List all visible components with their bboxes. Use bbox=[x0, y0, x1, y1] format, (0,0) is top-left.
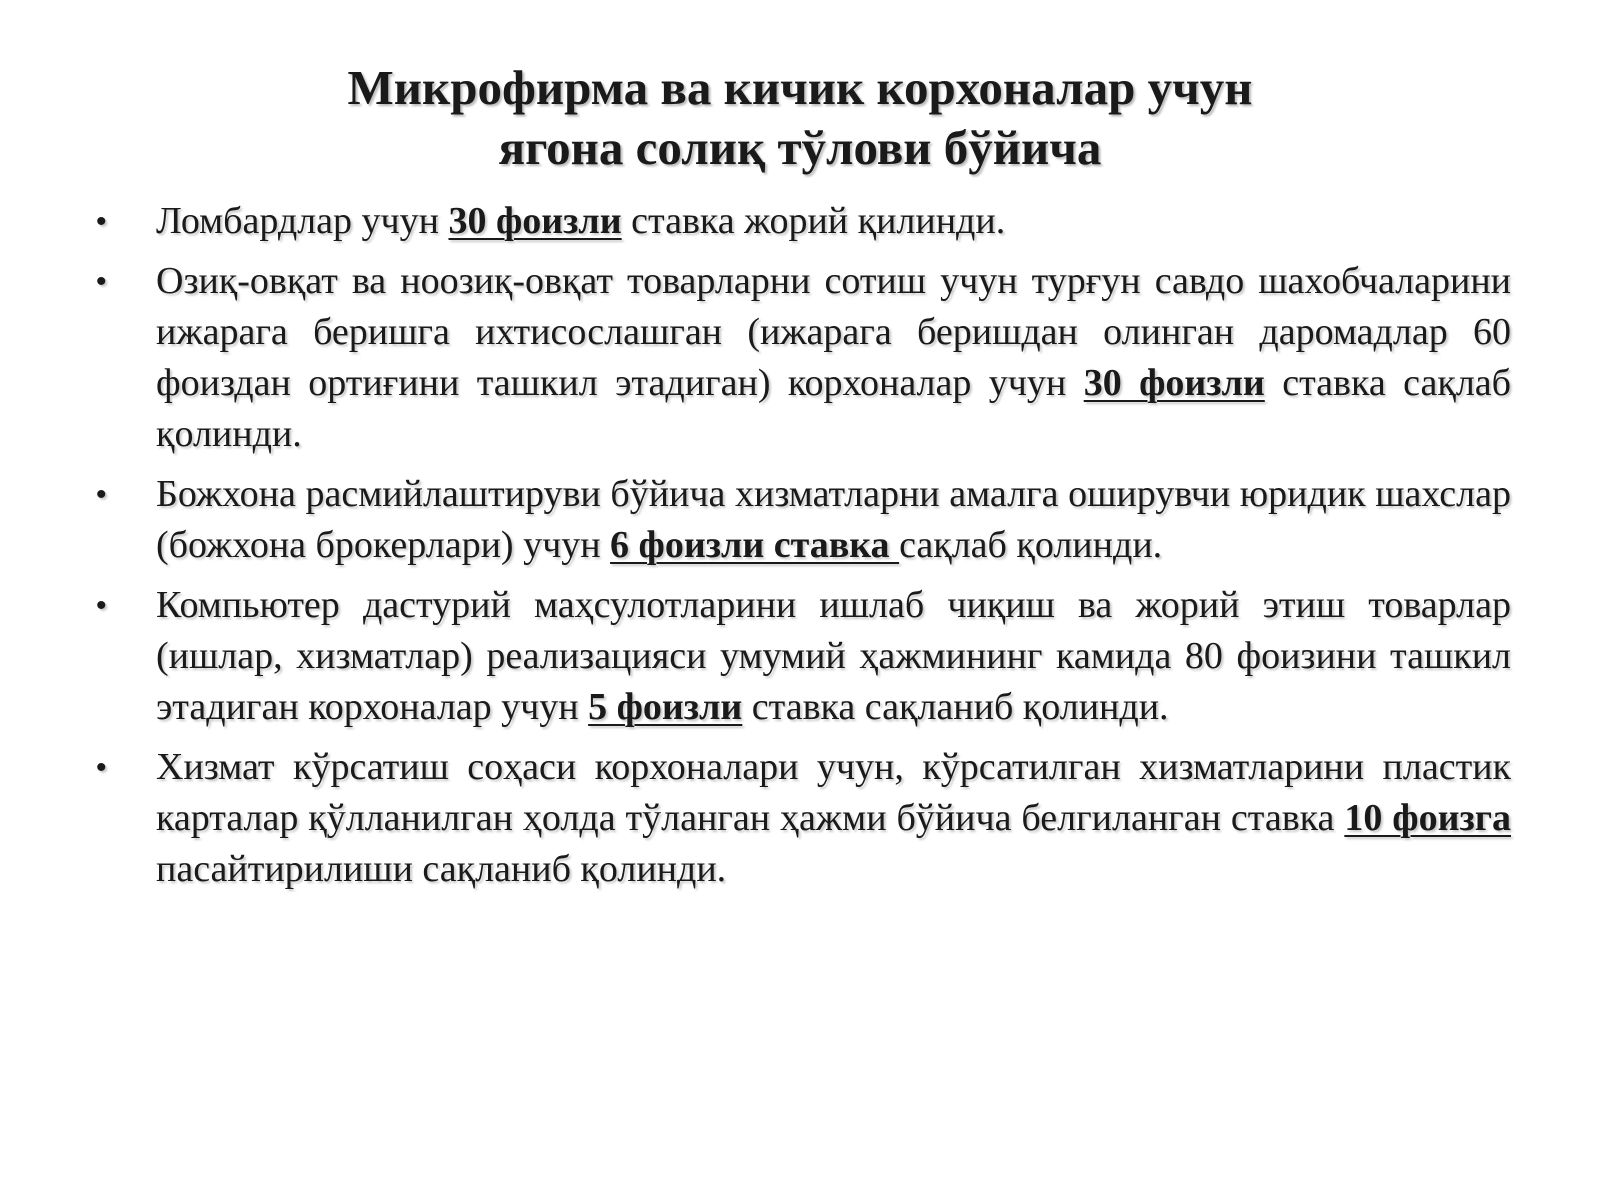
title-line: ягона солиқ тўлови бўйича bbox=[498, 120, 1102, 175]
bullet-item bbox=[156, 196, 1511, 247]
bullet-emphasis: 30 фоизли bbox=[448, 200, 622, 242]
bullet-text: Хизмат кўрсатиш соҳаси корхоналари учун, кўрсатилган хизматларини пластик карталар қўлланилган ҳолда тўланган ҳажми бўйича белгиланган ставка bbox=[156, 746, 1511, 839]
title-line: Микрофирма ва кичик корхоналар учун bbox=[347, 60, 1253, 115]
bullet-item bbox=[156, 256, 1511, 460]
slide-title bbox=[100, 58, 1500, 178]
bullet-text: сақлаб қолинди. bbox=[899, 524, 1163, 566]
bullet-text: ставка сақлаб қолинди. bbox=[156, 362, 1511, 455]
bullet-text: Компьютер дастурий маҳсулотларини ишлаб чиқиш ва жорий этиш товарлар (ишлар, хизматлар) реализацияси умумий ҳажмининг камида 80 фоизини ташкил этадиган корхоналар учун bbox=[156, 584, 1511, 728]
bullet-text: ставка жорий қилинди. bbox=[621, 200, 1006, 242]
bullet-text: пасайтирилиши сақланиб қолинди. bbox=[156, 848, 727, 890]
bullet-emphasis: 30 фоизли bbox=[1083, 362, 1265, 404]
bullet-item bbox=[156, 742, 1511, 895]
bullet-emphasis: 10 фоизга bbox=[1344, 797, 1511, 839]
bullet-text: Божхона расмийлаштируви бўйича хизматларни амалга оширувчи юридик шахслар (божхона брокерлари) учун bbox=[156, 473, 1511, 566]
bullet-text: Озиқ-овқат ва ноозиқ-овқат товарларни сотиш учун турғун савдо шахобчаларини ижарага беришга ихтисослашган (ижарага беришдан олинган даромадлар 60 фоиздан ортиғини ташкил этадиган) корхоналар учун bbox=[156, 260, 1511, 404]
bullet-text: ставка сақланиб қолинди. bbox=[742, 686, 1169, 728]
bullet-item bbox=[156, 580, 1511, 733]
bullet-list bbox=[156, 196, 1511, 904]
bullet-item bbox=[156, 469, 1511, 571]
bullet-text: Ломбардлар учун bbox=[156, 200, 449, 242]
bullet-emphasis: 6 фоизли ставка bbox=[610, 524, 900, 566]
bullet-emphasis: 5 фоизли bbox=[588, 686, 743, 728]
